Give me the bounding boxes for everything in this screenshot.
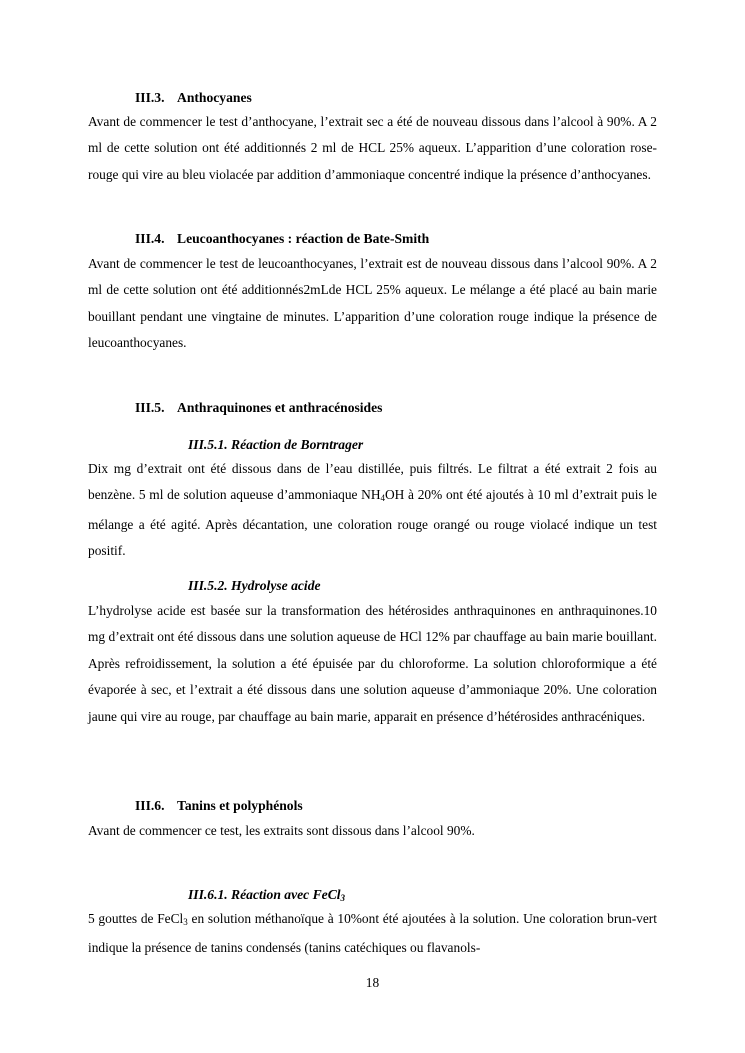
paragraph-anthocyanes: Avant de commencer le test d’anthocyane, l’extrait sec a été de nouveau dissous dans l’alcool à 90%. A 2 ml de cette solution ont été additionnés 2 ml de HCL 25% aqueux. L’apparition d’une coloration rose-rouge qui vire au bleu violacée par addition d’ammoniaque concentré indique la présence d’anthocyanes. [88,114,657,182]
subsection-heading-fecl3 [188,886,345,907]
subscript: 3 [183,917,188,927]
section-number: III.6. [135,798,165,813]
subscript: 4 [380,493,386,504]
subsection-heading-borntrager: III.5.1. Réaction de Borntrager [188,437,364,452]
subscript: 3 [340,893,346,903]
paragraph-borntrager [88,456,657,565]
section-number: III.5. [135,400,165,415]
section-title: Leucoanthocyanes : réaction de Bate-Smith [177,231,430,246]
section-heading-anthraquinones [135,399,382,417]
paragraph-leucoanthocyanes: Avant de commencer le test de leucoanthocyanes, l’extrait est de nouveau dissous dans l’alcool 90%. A 2 ml de cette solution ont été additionnés2mLde HCL 25% aqueux. Le mélange a été placé au bain marie bouillant pendant une vingtaine de minutes. L’apparition d’une coloration rouge indique la présence de leucoanthocyanes. [88,256,657,351]
section-number: III.4. [135,231,165,246]
paragraph-fecl3 [88,906,657,962]
page-number: 18 [365,975,380,990]
subsection-title: III.6.1. Réaction avec FeCl [188,887,341,902]
paragraph-hydrolyse: L’hydrolyse acide est basée sur la transformation des hétérosides anthraquinones en anthraquinones.10 mg d’extrait ont été dissous dans une solution aqueuse de HCl 12% par chauffage au bain marie bouillant. Après refroidissement, la solution a été épuisée par du chloroforme. La solution chloroformique a été évaporée à sec, et l’extrait a été dissous dans une solution aqueuse d’ammoniaque 20%. Une coloration jaune qui vire au rouge, par chauffage au bain marie, apparait en présence d’hétérosides anthracéniques. [88,603,657,724]
subsection-heading-hydrolyse: III.5.2. Hydrolyse acide [188,578,321,593]
section-heading-anthocyanes [135,89,252,107]
section-title: Tanins et polyphénols [177,798,303,813]
paragraph-text: OH à 20% ont été ajoutés à 10 ml d’extrait puis le mélange a été agité. Après décantation, une coloration rouge orangé ou rouge violacé indique un test positif. [88,487,657,559]
section-title: Anthocyanes [177,90,252,105]
section-title: Anthraquinones et anthracénosides [177,400,383,415]
paragraph-text: Dix mg d’extrait ont été dissous dans de l’eau distillée, puis filtrés. Le filtrat a été extrait 2 fois au benzène. 5 ml de solution aqueuse d’ammoniaque NH [88,461,657,503]
section-heading-leucoanthocyanes [135,230,429,248]
section-heading-tanins [135,797,303,815]
paragraph-tanins: Avant de commencer ce test, les extraits sont dissous dans l’alcool 90%. [88,823,475,838]
paragraph-text: en solution méthanoïque à 10%ont été ajoutées à la solution. Une coloration brun-vert indique la présence de tanins condensés (tanins catéchiques ou flavanols- [88,911,657,956]
section-number: III.3. [135,90,165,105]
paragraph-text: 5 gouttes de FeCl [88,911,184,926]
